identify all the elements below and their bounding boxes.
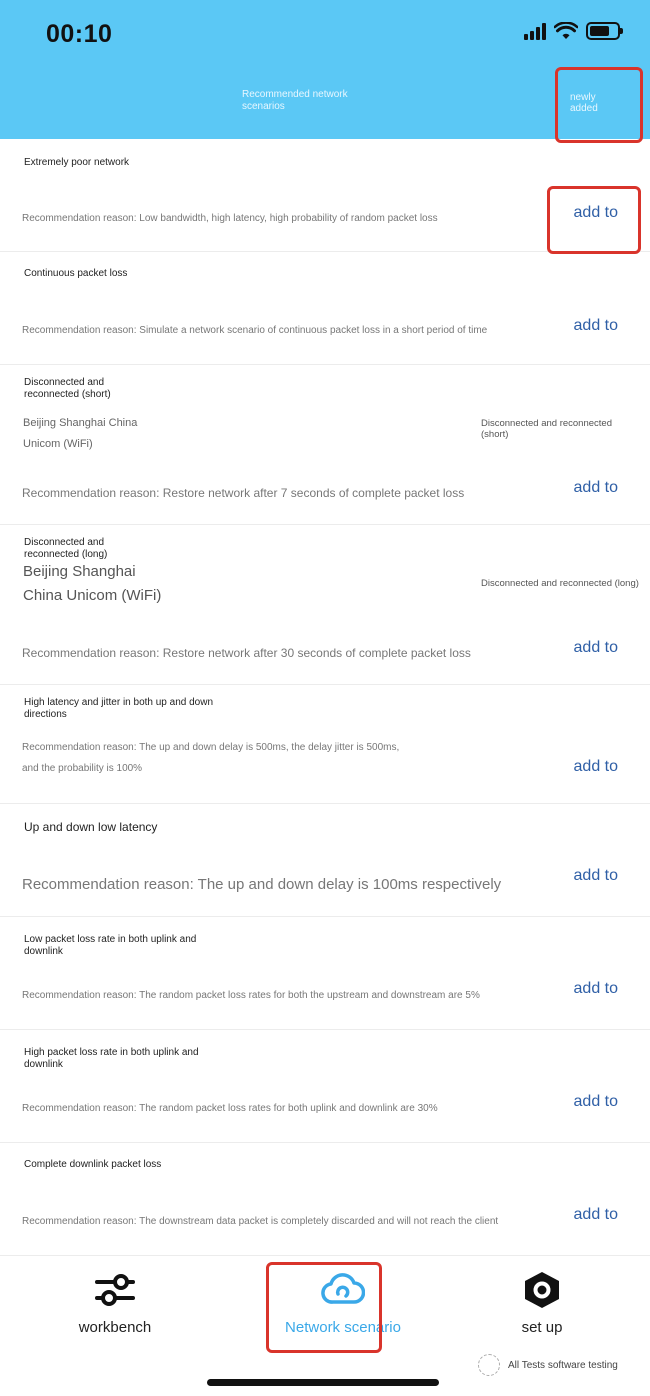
- scenario-name: Extremely poor network: [24, 157, 130, 168]
- newly-added-button[interactable]: newly added: [570, 92, 598, 114]
- watermark-icon: [478, 1354, 500, 1376]
- settings-hexagon-icon: [520, 1270, 564, 1310]
- list-item: [0, 139, 650, 252]
- add-button[interactable]: add to: [573, 867, 618, 884]
- scenario-tag: Disconnected and reconnected (short): [481, 418, 612, 440]
- scenario-tag: Disconnected and reconnected (long): [481, 578, 639, 589]
- scenario-reason: Recommendation reason: Low bandwidth, high latency, high probability of random packet loss: [22, 213, 438, 224]
- scenario-reason: Recommendation reason: The random packet loss rates for both the upstream and downstream are 5%: [22, 990, 480, 1001]
- add-button[interactable]: add to: [573, 980, 618, 997]
- list-item: [0, 685, 650, 804]
- bottom-tab-bar: [0, 1256, 650, 1396]
- cellular-signal-icon: [524, 22, 546, 40]
- list-item: [0, 525, 650, 685]
- list-item: [0, 804, 650, 917]
- battery-icon: [586, 22, 620, 40]
- scenario-reason: and the probability is 100%: [22, 763, 143, 774]
- scenario-reason: Recommendation reason: Restore network after 7 seconds of complete packet loss: [22, 486, 465, 500]
- tab-label: Network scenario: [285, 1319, 401, 1336]
- provider-label: China Unicom (WiFi): [23, 587, 162, 604]
- tab-setup[interactable]: [497, 1270, 587, 1336]
- list-item: [0, 365, 650, 525]
- add-button[interactable]: add to: [573, 1206, 618, 1223]
- tab-workbench[interactable]: [70, 1270, 160, 1336]
- provider-label: Unicom (WiFi): [23, 438, 93, 450]
- status-time: 00:10: [46, 20, 113, 48]
- sliders-icon: [93, 1270, 137, 1310]
- add-button[interactable]: add to: [573, 758, 618, 775]
- home-indicator[interactable]: [207, 1379, 439, 1386]
- scenario-name: Disconnected and reconnected (short): [24, 377, 111, 400]
- scenario-name: Disconnected and reconnected (long): [24, 537, 108, 560]
- scenario-name: Continuous packet loss: [24, 268, 128, 279]
- cloud-icon: [321, 1270, 365, 1310]
- scenario-name: Complete downlink packet loss: [24, 1159, 162, 1170]
- tab-network-scenario[interactable]: [268, 1270, 418, 1336]
- watermark: [478, 1354, 618, 1376]
- list-item: [0, 252, 650, 365]
- tab-label: workbench: [78, 1319, 152, 1336]
- add-button[interactable]: add to: [573, 204, 618, 221]
- scenario-reason: Recommendation reason: The up and down delay is 500ms, the delay jitter is 500ms,: [22, 742, 400, 753]
- scenario-name: Low packet loss rate in both uplink and downlink: [24, 934, 197, 957]
- list-item: [0, 1143, 650, 1256]
- page-title: Recommended network scenarios: [242, 89, 348, 112]
- header-bar: [0, 0, 650, 139]
- add-button[interactable]: add to: [573, 1093, 618, 1110]
- scenario-reason: Recommendation reason: The up and down delay is 100ms respectively: [22, 876, 502, 893]
- add-button[interactable]: add to: [573, 479, 618, 496]
- list-item: [0, 917, 650, 1030]
- scenario-name: High packet loss rate in both uplink and downlink: [24, 1047, 199, 1070]
- scenario-reason: Recommendation reason: The downstream data packet is completely discarded and will not reach the client: [22, 1216, 499, 1227]
- scenario-list: [0, 139, 650, 1256]
- watermark-text: All Tests software testing: [508, 1359, 618, 1371]
- add-button[interactable]: add to: [573, 639, 618, 656]
- status-icons: [524, 22, 620, 40]
- provider-label: Beijing Shanghai: [23, 563, 136, 580]
- list-item: [0, 1030, 650, 1143]
- scenario-reason: Recommendation reason: The random packet loss rates for both uplink and downlink are 30%: [22, 1103, 438, 1114]
- tab-label: set up: [521, 1319, 563, 1336]
- scenario-reason: Recommendation reason: Restore network after 30 seconds of complete packet loss: [22, 646, 471, 660]
- add-button[interactable]: add to: [573, 317, 618, 334]
- scenario-name: Up and down low latency: [24, 820, 158, 834]
- scenario-reason: Recommendation reason: Simulate a network scenario of continuous packet loss in a short period of time: [22, 325, 488, 336]
- provider-label: Beijing Shanghai China: [23, 417, 138, 429]
- scenario-name: High latency and jitter in both up and down directions: [24, 697, 214, 720]
- wifi-icon: [554, 22, 578, 40]
